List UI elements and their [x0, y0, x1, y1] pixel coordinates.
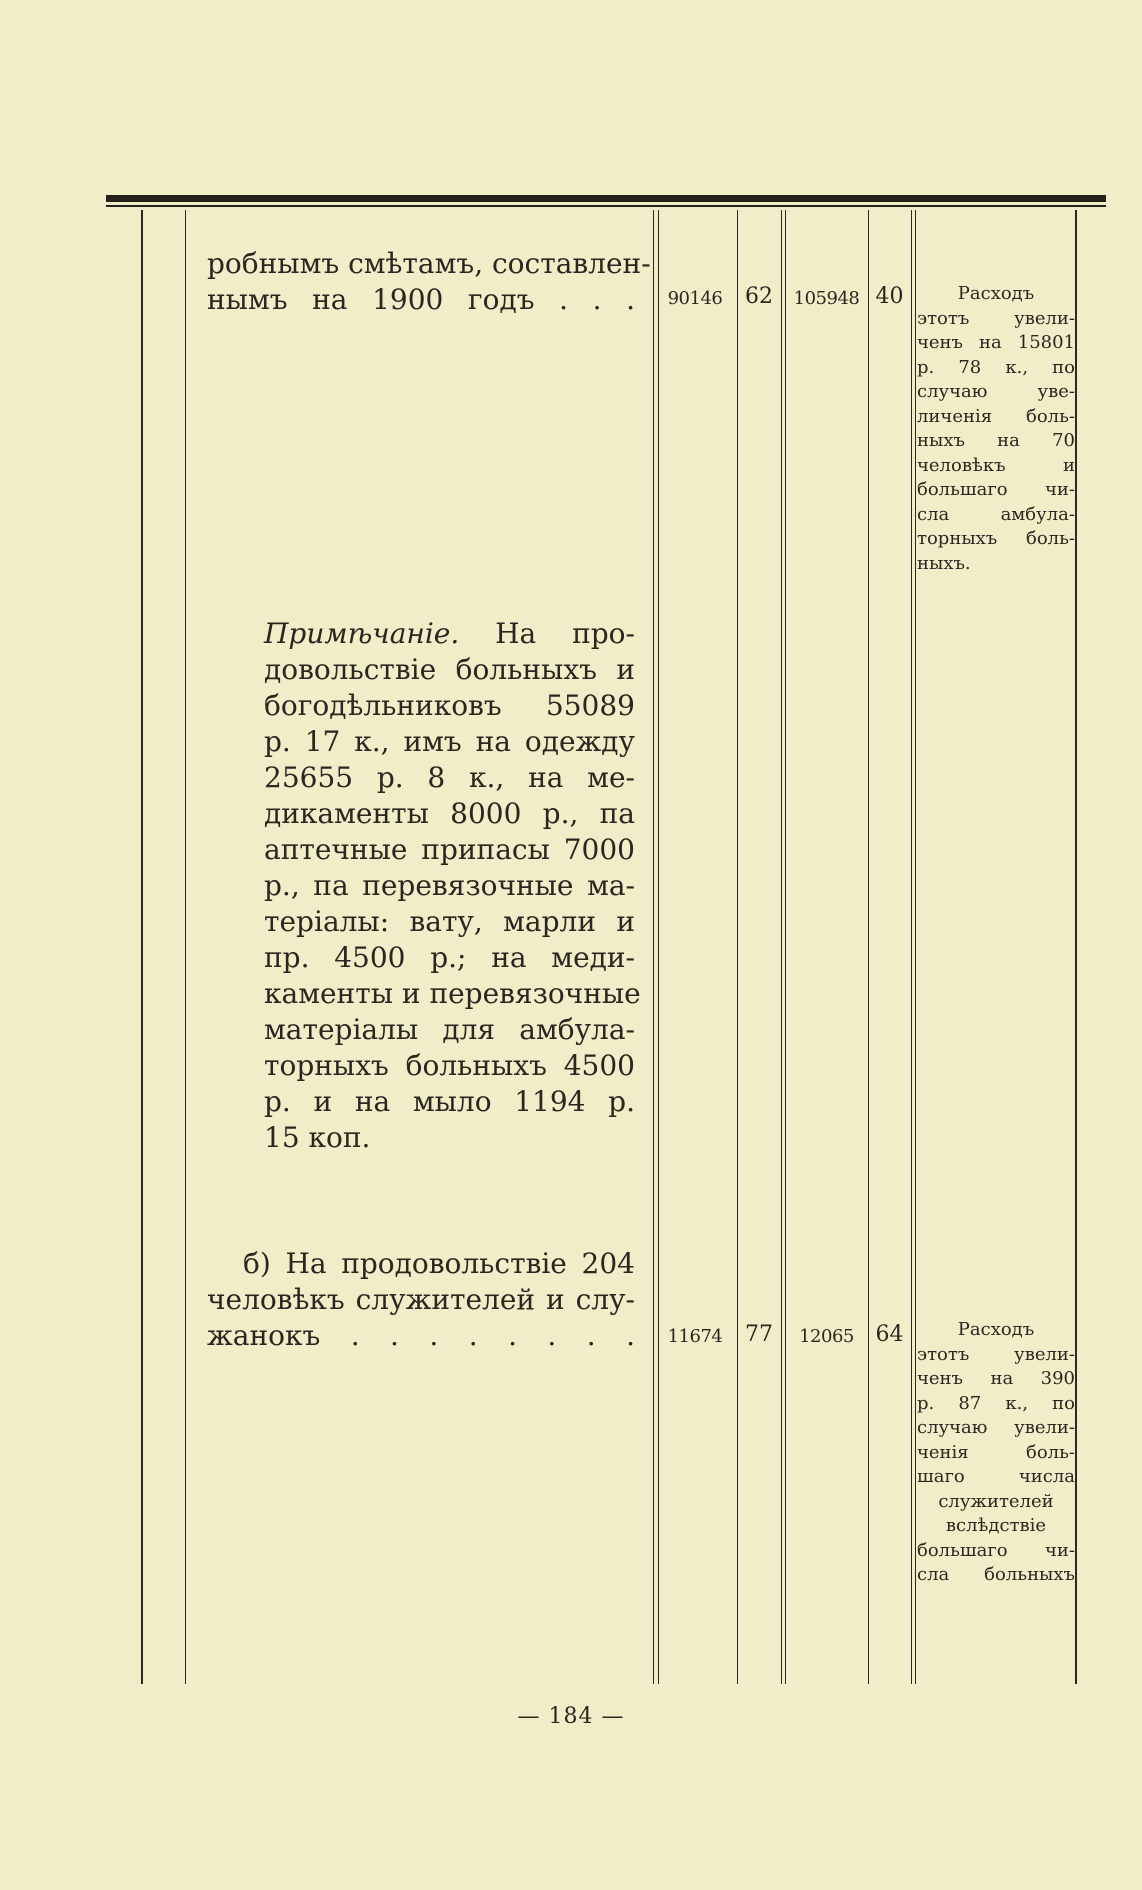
note-line: довольствіе больныхъ и	[264, 653, 635, 686]
column-divider	[185, 210, 186, 1684]
note-line: аптечные припасы 7000	[264, 833, 635, 866]
note-line: 25655 р. 8 к., на ме-	[264, 761, 635, 794]
note-line: теріалы: вату, марли и	[264, 905, 635, 938]
remark-line: шаго числа	[917, 1466, 1075, 1487]
remark-line: ченъ на 390	[917, 1368, 1075, 1389]
amount-1900-rubles: 11674	[667, 1326, 723, 1347]
column-divider	[781, 210, 782, 1684]
text-line: робнымъ смѣтамъ, составлен-	[207, 247, 651, 280]
amount-1901-rubles: 12065	[799, 1326, 854, 1347]
column-divider	[658, 210, 659, 1684]
note-label: Примѣчаніе.	[264, 617, 460, 650]
column-divider	[785, 210, 786, 1684]
note-first-line-rest: На про-	[495, 617, 636, 650]
note-line: торныхъ больныхъ 4500	[264, 1049, 635, 1082]
note-line: пр. 4500 р.; на меди-	[264, 941, 635, 974]
note-line: р. 17 к., имъ на одежду	[264, 725, 635, 758]
remark-line: Расходъ	[957, 1319, 1035, 1340]
top-rule	[106, 195, 1106, 202]
remark-line: ченъ на 15801	[917, 332, 1075, 353]
remark-line: р. 78 к., по	[917, 356, 1075, 378]
entry-text	[207, 246, 651, 318]
remark-line: случаю уве-	[917, 381, 1075, 402]
remark-line: личенія боль-	[917, 405, 1075, 427]
remark-line: большаго чи-	[917, 479, 1075, 500]
remark-line: случаю увели-	[917, 1417, 1075, 1438]
amount-1901-kopeks: 64	[875, 1322, 904, 1347]
column-divider	[868, 210, 869, 1684]
column-divider	[653, 210, 654, 1684]
remark-line: вслѣдствіе	[945, 1515, 1047, 1536]
amount-1900-rubles: 90146	[667, 288, 723, 309]
remark	[917, 1318, 1075, 1588]
entry-text	[207, 1246, 635, 1354]
remark-line: р. 87 к., по	[917, 1392, 1075, 1414]
amount-1900-kopeks: 62	[745, 284, 773, 309]
top-rule-thin	[106, 205, 1106, 207]
text-line: б) На продовольствіе 204	[243, 1247, 635, 1280]
remark-line: Расходъ	[957, 283, 1035, 304]
remark-line: торныхъ боль-	[917, 528, 1075, 549]
column-divider	[915, 210, 916, 1684]
note-line: р., па перевязочные ма-	[264, 869, 635, 902]
page-number: — 184 —	[517, 1704, 625, 1729]
column-divider	[141, 210, 143, 1684]
remark-line: сла больныхъ	[917, 1564, 1075, 1585]
amount-1901-rubles: 105948	[793, 288, 860, 309]
remark-line: этотъ увели-	[917, 1343, 1075, 1365]
remark-line: сла амбула-	[917, 503, 1075, 525]
amount-1901-kopeks: 40	[875, 284, 904, 309]
remark-line: ныхъ на 70	[917, 430, 1075, 451]
remark-line: ченія боль-	[917, 1441, 1075, 1463]
note-line: дикаменты 8000 р., па	[264, 797, 635, 830]
column-divider	[911, 210, 912, 1684]
remark-line: служителей	[938, 1490, 1054, 1512]
remark	[917, 282, 1075, 576]
note-line: богодѣльниковъ 55089	[264, 689, 635, 722]
remark-line: этотъ увели-	[917, 307, 1075, 329]
column-divider	[1075, 210, 1077, 1684]
text-line: нымъ на 1900 годъ . . .	[207, 283, 635, 316]
text-line: человѣкъ служителей и слу-	[207, 1283, 635, 1316]
note-line: каменты и перевязочные	[264, 977, 641, 1010]
amount-1900-kopeks: 77	[745, 1322, 773, 1347]
text-line: жанокъ . . . . . . . .	[207, 1319, 635, 1352]
column-divider	[737, 210, 738, 1684]
note-first-line	[264, 616, 635, 652]
remark-line: человѣкъ и	[917, 454, 1075, 476]
note-line: матеріалы для амбула-	[264, 1013, 635, 1046]
note-body	[264, 652, 641, 1156]
note-line: 15 коп.	[264, 1121, 371, 1154]
note-line: р. и на мыло 1194 р.	[264, 1085, 635, 1118]
remark-line: большаго чи-	[917, 1539, 1075, 1561]
remark-line: ныхъ.	[917, 552, 971, 574]
